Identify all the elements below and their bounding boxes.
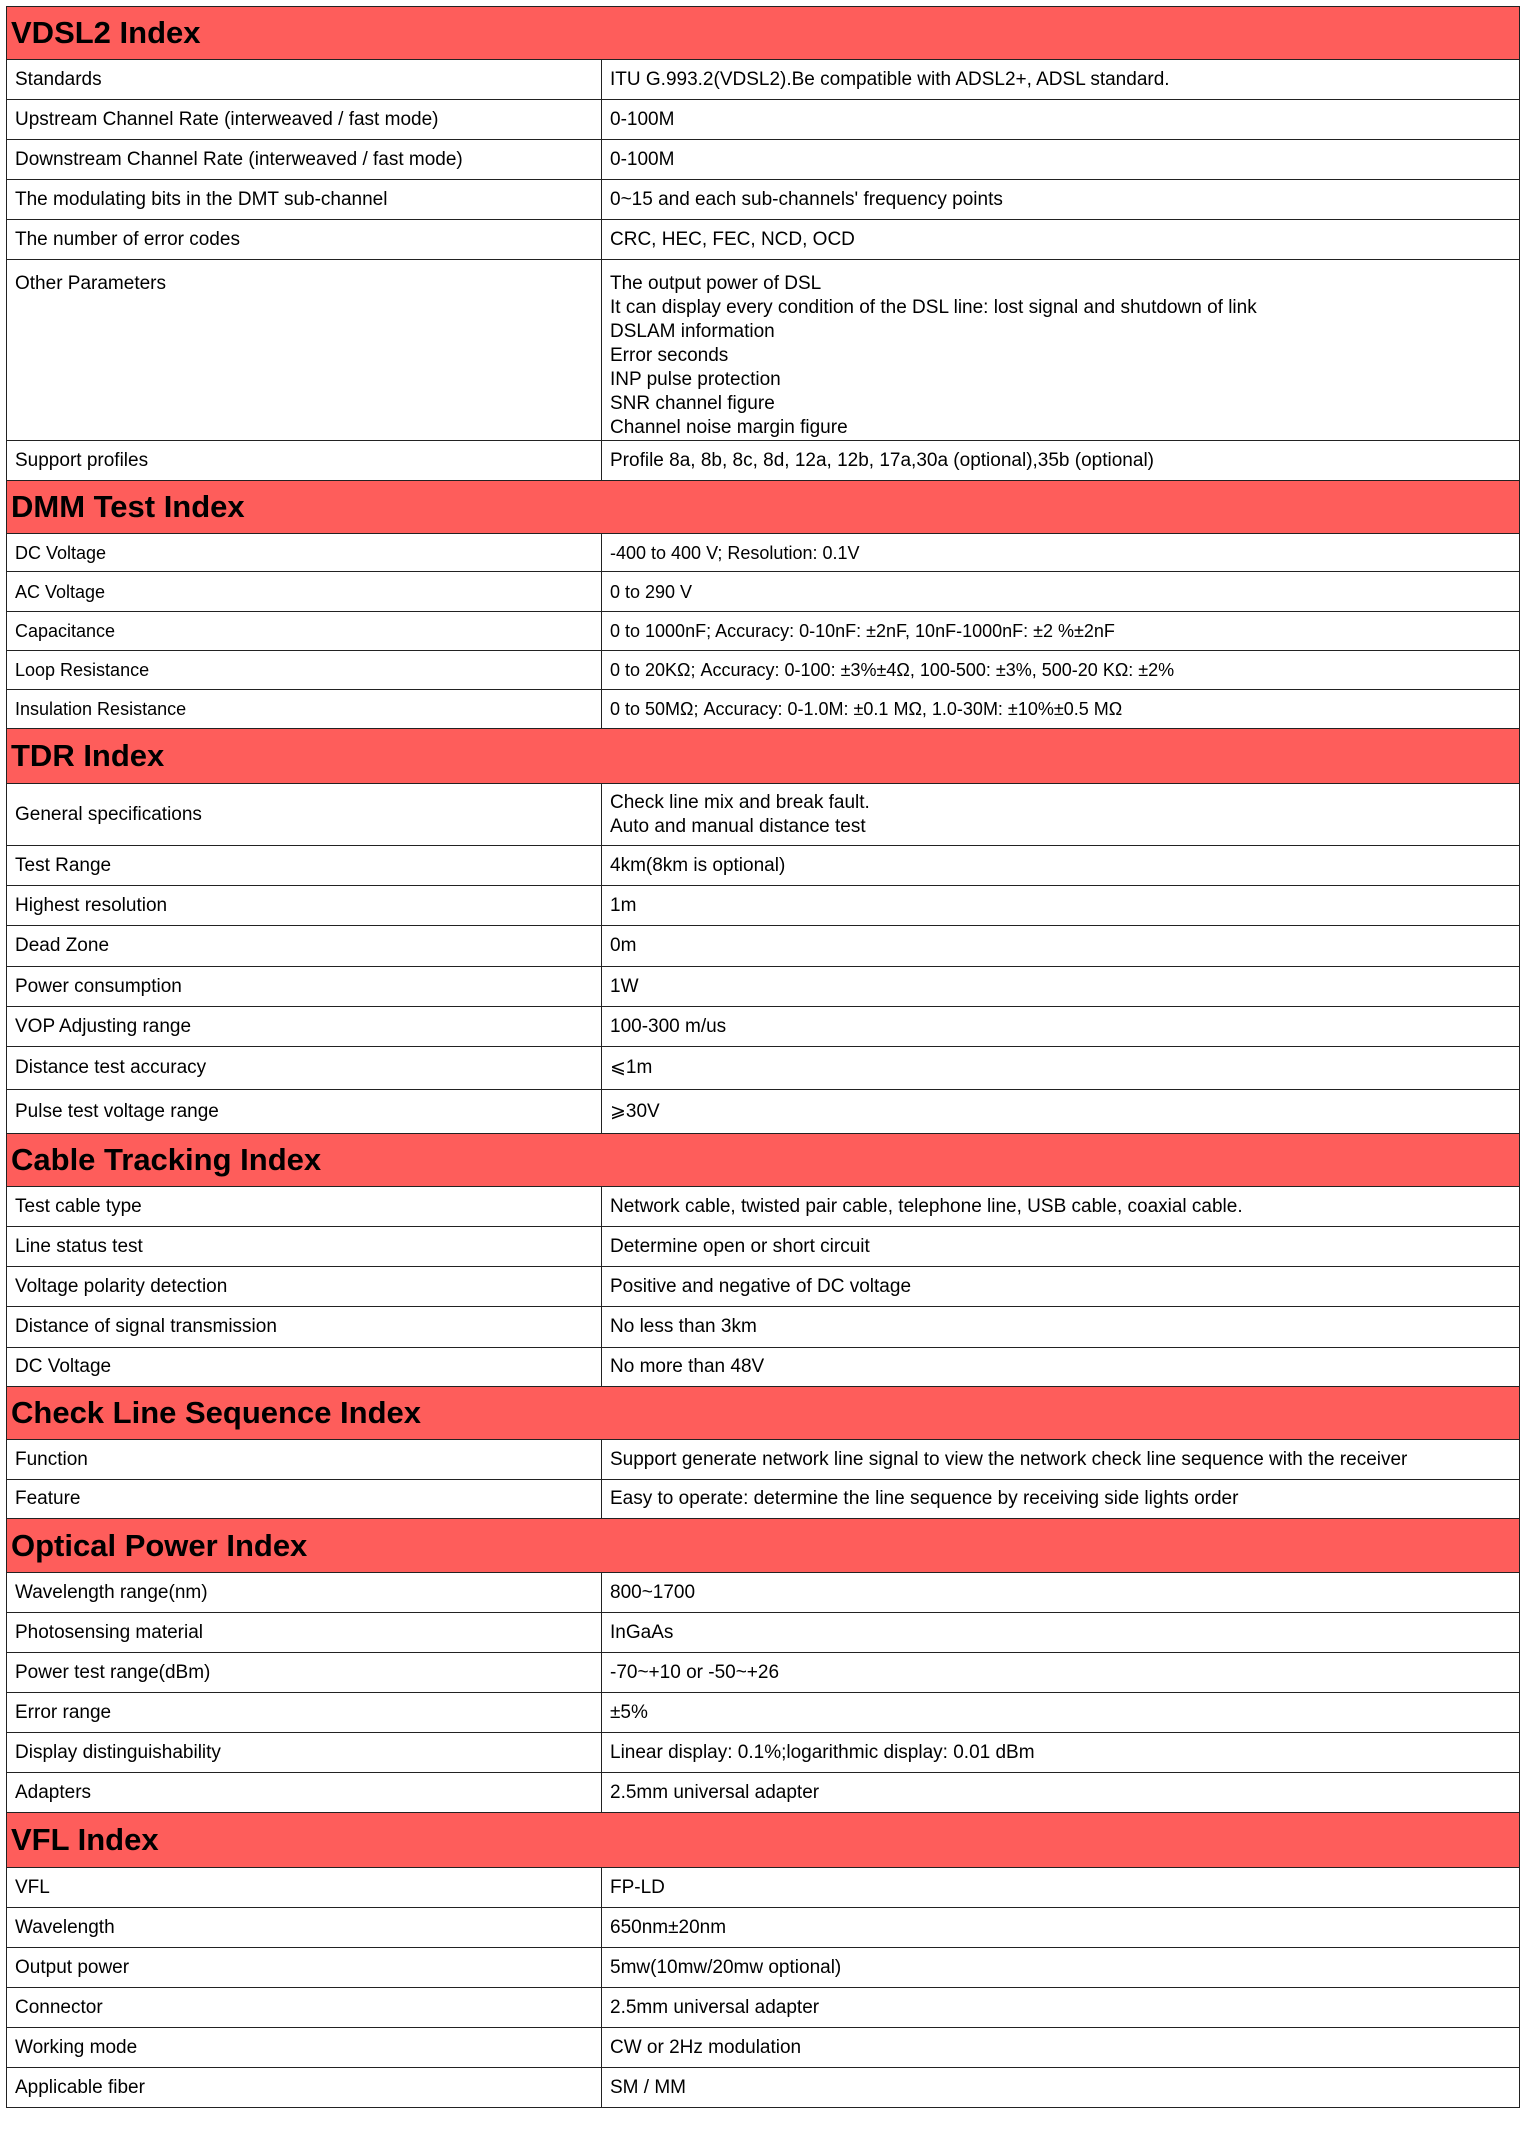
spec-row bbox=[7, 441, 1520, 481]
spec-value: 0 to 290 V bbox=[602, 572, 1520, 612]
spec-row bbox=[7, 1227, 1520, 1267]
spec-label: The modulating bits in the DMT sub-channel bbox=[7, 180, 602, 220]
spec-row bbox=[7, 1653, 1520, 1693]
spec-row bbox=[7, 1440, 1520, 1480]
spec-value: 0-100M bbox=[602, 140, 1520, 180]
spec-row bbox=[7, 1733, 1520, 1773]
spec-label: Downstream Channel Rate (interweaved / fast mode) bbox=[7, 140, 602, 180]
spec-label: Test Range bbox=[7, 846, 602, 886]
spec-label: The number of error codes bbox=[7, 220, 602, 260]
spec-value: 0 to 50MΩ; Accuracy: 0-1.0M: ±0.1 MΩ, 1.0-30M: ±10%±0.5 MΩ bbox=[602, 690, 1520, 729]
spec-row bbox=[7, 690, 1520, 729]
spec-value: Linear display: 0.1%;logarithmic display: 0.01 dBm bbox=[602, 1733, 1520, 1773]
spec-label: Other Parameters bbox=[7, 260, 602, 441]
spec-row bbox=[7, 180, 1520, 220]
spec-row bbox=[7, 100, 1520, 140]
spec-label: DC Voltage bbox=[7, 534, 602, 572]
spec-row bbox=[7, 612, 1520, 651]
spec-value: Support generate network line signal to view the network check line sequence with the receiver bbox=[602, 1440, 1520, 1480]
spec-value: SM / MM bbox=[602, 2068, 1520, 2108]
spec-row bbox=[7, 1773, 1520, 1813]
spec-value: 2.5mm universal adapter bbox=[602, 1773, 1520, 1813]
spec-label: Connector bbox=[7, 1988, 602, 2028]
spec-label: Applicable fiber bbox=[7, 2068, 602, 2108]
spec-label: Adapters bbox=[7, 1773, 602, 1813]
spec-label: Wavelength range(nm) bbox=[7, 1573, 602, 1613]
section-title: VFL Index bbox=[7, 1813, 1520, 1868]
spec-value: 4km(8km is optional) bbox=[602, 846, 1520, 886]
spec-value: 0 to 1000nF; Accuracy: 0-10nF: ±2nF, 10nF-1000nF: ±2 %±2nF bbox=[602, 612, 1520, 651]
spec-row bbox=[7, 1187, 1520, 1227]
spec-value: ITU G.993.2(VDSL2).Be compatible with ADSL2+, ADSL standard. bbox=[602, 60, 1520, 100]
spec-label: Pulse test voltage range bbox=[7, 1090, 602, 1134]
spec-value: No less than 3km bbox=[602, 1307, 1520, 1348]
spec-label: Distance of signal transmission bbox=[7, 1307, 602, 1348]
spec-row bbox=[7, 1090, 1520, 1134]
spec-row bbox=[7, 926, 1520, 967]
spec-label: Highest resolution bbox=[7, 886, 602, 926]
spec-label: Line status test bbox=[7, 1227, 602, 1267]
spec-label: Test cable type bbox=[7, 1187, 602, 1227]
spec-value: InGaAs bbox=[602, 1613, 1520, 1653]
spec-row bbox=[7, 1267, 1520, 1307]
spec-row bbox=[7, 784, 1520, 846]
spec-row bbox=[7, 886, 1520, 926]
spec-value: Easy to operate: determine the line sequence by receiving side lights order bbox=[602, 1480, 1520, 1519]
spec-row bbox=[7, 572, 1520, 612]
spec-row bbox=[7, 1307, 1520, 1348]
spec-label: Display distinguishability bbox=[7, 1733, 602, 1773]
spec-row bbox=[7, 1908, 1520, 1948]
section-header-row bbox=[7, 1134, 1520, 1187]
spec-label: Loop Resistance bbox=[7, 651, 602, 690]
spec-table bbox=[6, 6, 1520, 2108]
spec-value: The output power of DSL It can display every condition of the DSL line: lost signal and shutdown of link DSLAM information Error seconds INP pulse protection SNR channel figure Channel noise margin figure bbox=[602, 260, 1520, 441]
spec-label: Insulation Resistance bbox=[7, 690, 602, 729]
spec-value: ⩽1m bbox=[602, 1047, 1520, 1090]
section-header-row bbox=[7, 7, 1520, 60]
section-header-row bbox=[7, 1519, 1520, 1573]
spec-row bbox=[7, 2028, 1520, 2068]
spec-value: 0~15 and each sub-channels' frequency points bbox=[602, 180, 1520, 220]
section-header-row bbox=[7, 1387, 1520, 1440]
spec-value: 0 to 20KΩ; Accuracy: 0-100: ±3%±4Ω, 100-500: ±3%, 500-20 KΩ: ±2% bbox=[602, 651, 1520, 690]
spec-value: 5mw(10mw/20mw optional) bbox=[602, 1948, 1520, 1988]
spec-label: DC Voltage bbox=[7, 1348, 602, 1387]
section-title: DMM Test Index bbox=[7, 481, 1520, 534]
spec-row bbox=[7, 260, 1520, 441]
section-title: VDSL2 Index bbox=[7, 7, 1520, 60]
spec-value: Network cable, twisted pair cable, telephone line, USB cable, coaxial cable. bbox=[602, 1187, 1520, 1227]
spec-label: Power consumption bbox=[7, 967, 602, 1007]
spec-row bbox=[7, 1988, 1520, 2028]
spec-table-body bbox=[7, 7, 1520, 2108]
spec-label: Support profiles bbox=[7, 441, 602, 481]
spec-row bbox=[7, 1693, 1520, 1733]
spec-value: Check line mix and break fault. Auto and manual distance test bbox=[602, 784, 1520, 846]
spec-label: General specifications bbox=[7, 784, 602, 846]
section-title: TDR Index bbox=[7, 729, 1520, 784]
spec-label: Photosensing material bbox=[7, 1613, 602, 1653]
section-header-row bbox=[7, 481, 1520, 534]
spec-row bbox=[7, 220, 1520, 260]
spec-row bbox=[7, 2068, 1520, 2108]
spec-row bbox=[7, 1868, 1520, 1908]
spec-row bbox=[7, 1948, 1520, 1988]
spec-label: Working mode bbox=[7, 2028, 602, 2068]
spec-row bbox=[7, 1573, 1520, 1613]
spec-label: Distance test accuracy bbox=[7, 1047, 602, 1090]
spec-label: VFL bbox=[7, 1868, 602, 1908]
spec-row bbox=[7, 140, 1520, 180]
spec-value: 100-300 m/us bbox=[602, 1007, 1520, 1047]
spec-value: 1m bbox=[602, 886, 1520, 926]
spec-label: Wavelength bbox=[7, 1908, 602, 1948]
spec-value: 1W bbox=[602, 967, 1520, 1007]
spec-value: Profile 8a, 8b, 8c, 8d, 12a, 12b, 17a,30a (optional),35b (optional) bbox=[602, 441, 1520, 481]
section-title: Optical Power Index bbox=[7, 1519, 1520, 1573]
spec-value: Positive and negative of DC voltage bbox=[602, 1267, 1520, 1307]
section-title: Check Line Sequence Index bbox=[7, 1387, 1520, 1440]
spec-value: 800~1700 bbox=[602, 1573, 1520, 1613]
spec-value: No more than 48V bbox=[602, 1348, 1520, 1387]
spec-label: Power test range(dBm) bbox=[7, 1653, 602, 1693]
spec-label: Error range bbox=[7, 1693, 602, 1733]
spec-label: Capacitance bbox=[7, 612, 602, 651]
spec-row bbox=[7, 60, 1520, 100]
spec-label: Dead Zone bbox=[7, 926, 602, 967]
spec-value: 650nm±20nm bbox=[602, 1908, 1520, 1948]
spec-value: 2.5mm universal adapter bbox=[602, 1988, 1520, 2028]
spec-label: Output power bbox=[7, 1948, 602, 1988]
spec-row bbox=[7, 651, 1520, 690]
spec-value: ⩾30V bbox=[602, 1090, 1520, 1134]
spec-value: CRC, HEC, FEC, NCD, OCD bbox=[602, 220, 1520, 260]
spec-value: ±5% bbox=[602, 1693, 1520, 1733]
spec-row bbox=[7, 1007, 1520, 1047]
spec-value: 0m bbox=[602, 926, 1520, 967]
section-header-row bbox=[7, 1813, 1520, 1868]
spec-label: Upstream Channel Rate (interweaved / fast mode) bbox=[7, 100, 602, 140]
spec-row bbox=[7, 1047, 1520, 1090]
spec-row bbox=[7, 967, 1520, 1007]
spec-label: Function bbox=[7, 1440, 602, 1480]
spec-row bbox=[7, 534, 1520, 572]
section-title: Cable Tracking Index bbox=[7, 1134, 1520, 1187]
spec-label: VOP Adjusting range bbox=[7, 1007, 602, 1047]
spec-label: AC Voltage bbox=[7, 572, 602, 612]
spec-label: Standards bbox=[7, 60, 602, 100]
spec-row bbox=[7, 1480, 1520, 1519]
spec-value: Determine open or short circuit bbox=[602, 1227, 1520, 1267]
spec-value: -70~+10 or -50~+26 bbox=[602, 1653, 1520, 1693]
spec-value: CW or 2Hz modulation bbox=[602, 2028, 1520, 2068]
spec-row bbox=[7, 1348, 1520, 1387]
section-header-row bbox=[7, 729, 1520, 784]
spec-row bbox=[7, 1613, 1520, 1653]
spec-label: Voltage polarity detection bbox=[7, 1267, 602, 1307]
spec-row bbox=[7, 846, 1520, 886]
spec-value: 0-100M bbox=[602, 100, 1520, 140]
spec-value: FP-LD bbox=[602, 1868, 1520, 1908]
spec-value: -400 to 400 V; Resolution: 0.1V bbox=[602, 534, 1520, 572]
spec-label: Feature bbox=[7, 1480, 602, 1519]
